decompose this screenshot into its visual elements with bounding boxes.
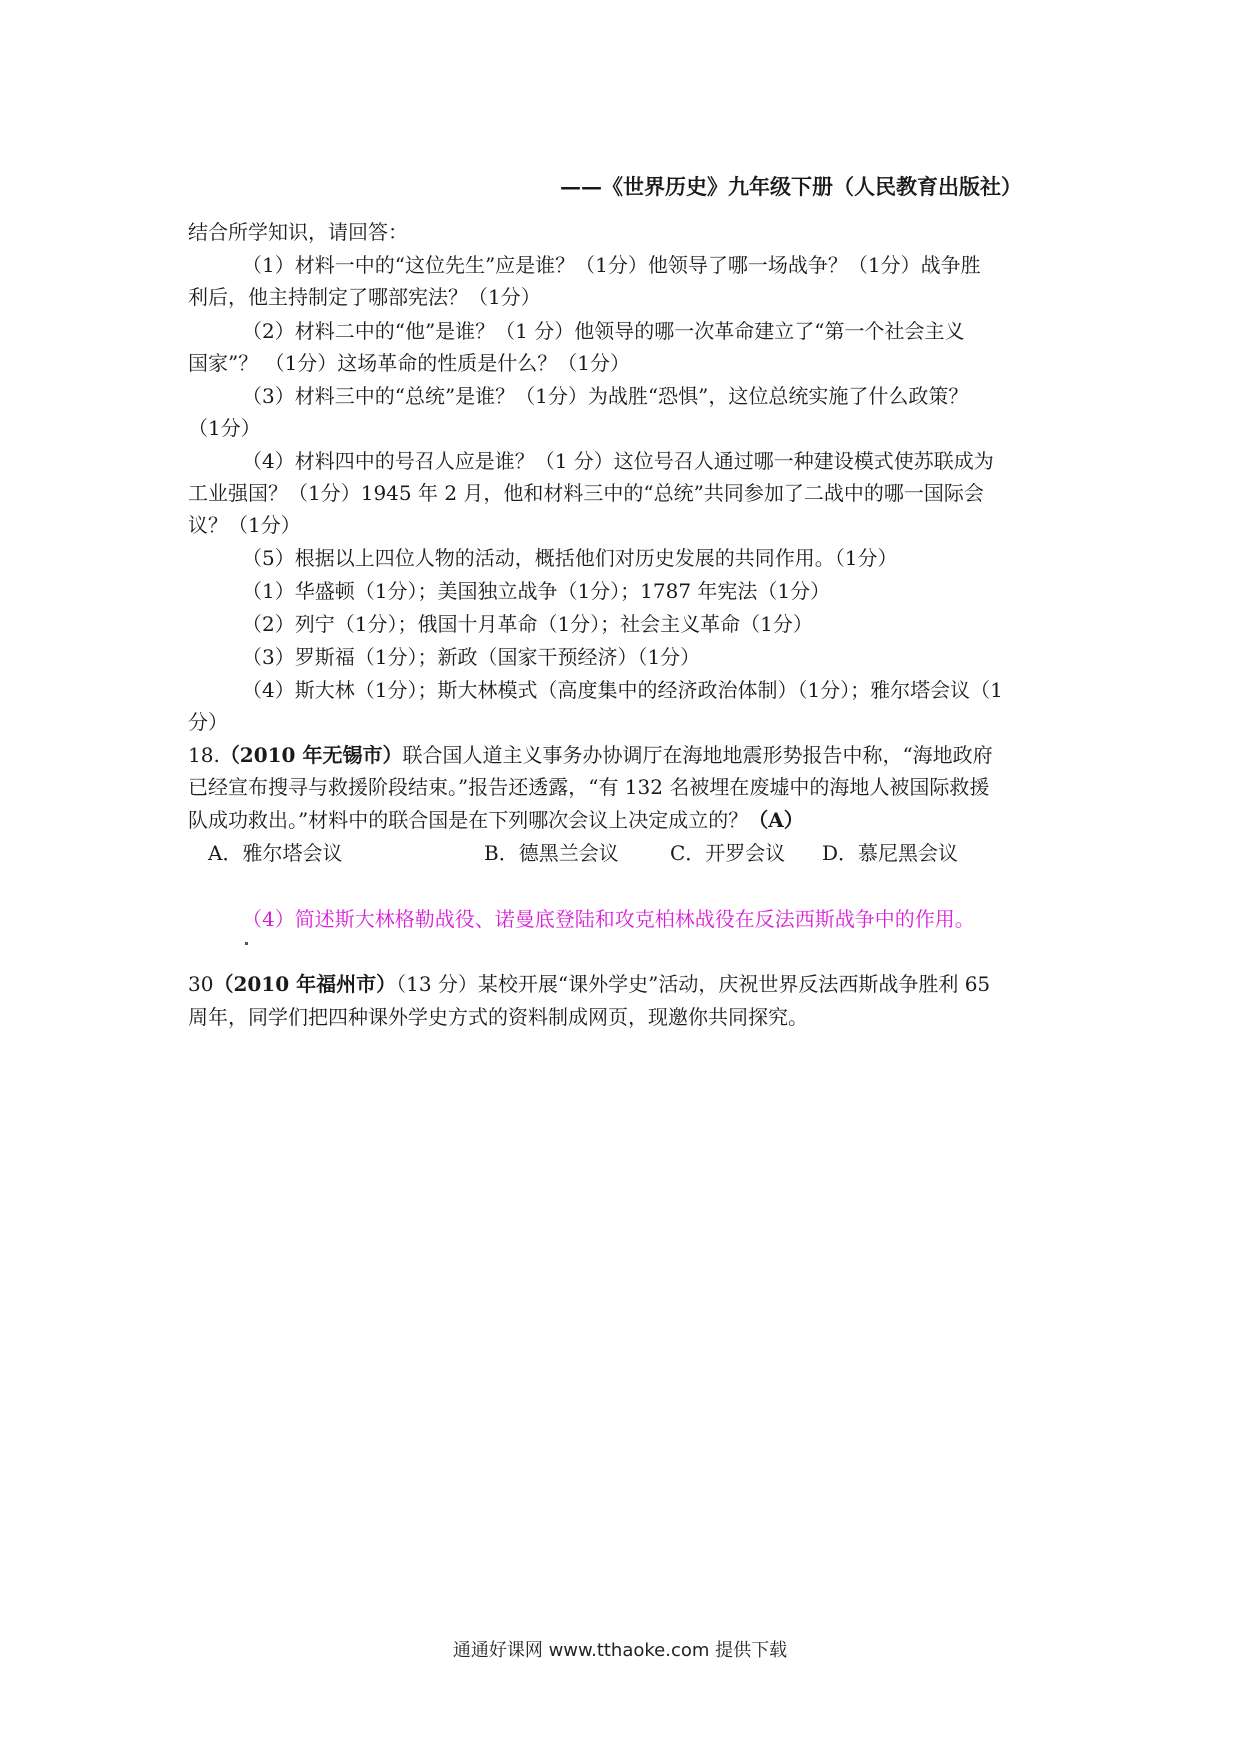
option-b: B．德黑兰会议	[484, 841, 619, 865]
question-18-number: 18.	[188, 743, 220, 767]
question-30-number: 30	[188, 972, 214, 996]
question-3-line-1: （3）材料三中的“总统”是谁？（1分）为战胜“恐惧”，这位总统实施了什么政策？	[242, 384, 969, 408]
question-4-line-3: 议？（1分）	[188, 513, 301, 537]
stray-dot	[245, 942, 248, 945]
page-footer: 通通好课网 www.tthaoke.com 提供下载	[452, 1640, 788, 1661]
source-citation: ——《世界历史》九年级下册（人民教育出版社）	[560, 174, 1022, 199]
question-30-line-2: 周年，同学们把四种课外学史方式的资料制成网页，现邀你共同探究。	[188, 1005, 808, 1029]
question-5: （5）根据以上四位人物的活动，概括他们对历史发展的共同作用。（1分）	[242, 546, 898, 570]
option-c: C．开罗会议	[670, 841, 786, 865]
question-18-line-1	[188, 741, 1058, 769]
question-30-text-1: （13 分）某校开展“课外学史”活动，庆祝世界反法西斯战争胜利 65	[396, 972, 991, 996]
option-a: A．雅尔塔会议	[208, 841, 343, 865]
question-18-answer: （A）	[748, 808, 804, 832]
option-d: D．慕尼黑会议	[822, 841, 959, 865]
question-18-text-1: 联合国人道主义事务办协调厅在海地地震形势报告中称，“海地政府	[402, 743, 993, 767]
answer-3: （3）罗斯福（1分）；新政（国家干预经济）（1分）	[242, 645, 701, 669]
intro-text: 结合所学知识，请回答：	[188, 220, 408, 244]
question-2-line-1: （2）材料二中的“他”是谁？（1 分）他领导的哪一次革命建立了“第一个社会主义	[242, 319, 965, 343]
question-30-line-1	[188, 970, 1058, 998]
question-3-line-2: （1分）	[188, 416, 261, 440]
answer-4-line-1: （4）斯大林（1分）；斯大林模式（高度集中的经济政治体制）（1分）；雅尔塔会议（1	[242, 678, 1003, 702]
question-18-line-2: 已经宣布搜寻与救援阶段结束。”报告还透露，“有 132 名被埋在废墟中的海地人被国际救援	[188, 775, 990, 799]
magenta-question: （4）简述斯大林格勒战役、诺曼底登陆和攻克柏林战役在反法西斯战争中的作用。	[242, 907, 975, 931]
question-18-source: （2010 年无锡市）	[219, 743, 403, 767]
question-18-line-3	[188, 806, 1058, 834]
question-18-options	[208, 839, 1078, 867]
question-4-line-2: 工业强国？（1分）1945 年 2 月，他和材料三中的“总统”共同参加了二战中的哪一国际会	[188, 481, 984, 505]
question-2-line-2: 国家”？ （1分）这场革命的性质是什么？（1分）	[188, 351, 631, 375]
question-1-line-2: 利后，他主持制定了哪部宪法？（1分）	[188, 285, 541, 309]
question-30-source: （2010 年福州市）	[213, 972, 397, 996]
answer-4-line-2: 分）	[188, 710, 228, 734]
question-18-text-3: 队成功救出。”材料中的联合国是在下列哪次会议上决定成立的？	[188, 808, 749, 832]
question-1-line-1: （1）材料一中的“这位先生”应是谁？（1分）他领导了哪一场战争？（1分）战争胜	[242, 253, 981, 277]
answer-2: （2）列宁（1分）；俄国十月革命（1分）；社会主义革命（1分）	[242, 612, 813, 636]
answer-1: （1）华盛顿（1分）；美国独立战争（1分）；1787 年宪法（1分）	[242, 579, 831, 603]
question-4-line-1: （4）材料四中的号召人应是谁？（1 分）这位号召人通过哪一种建设模式使苏联成为	[242, 449, 994, 473]
